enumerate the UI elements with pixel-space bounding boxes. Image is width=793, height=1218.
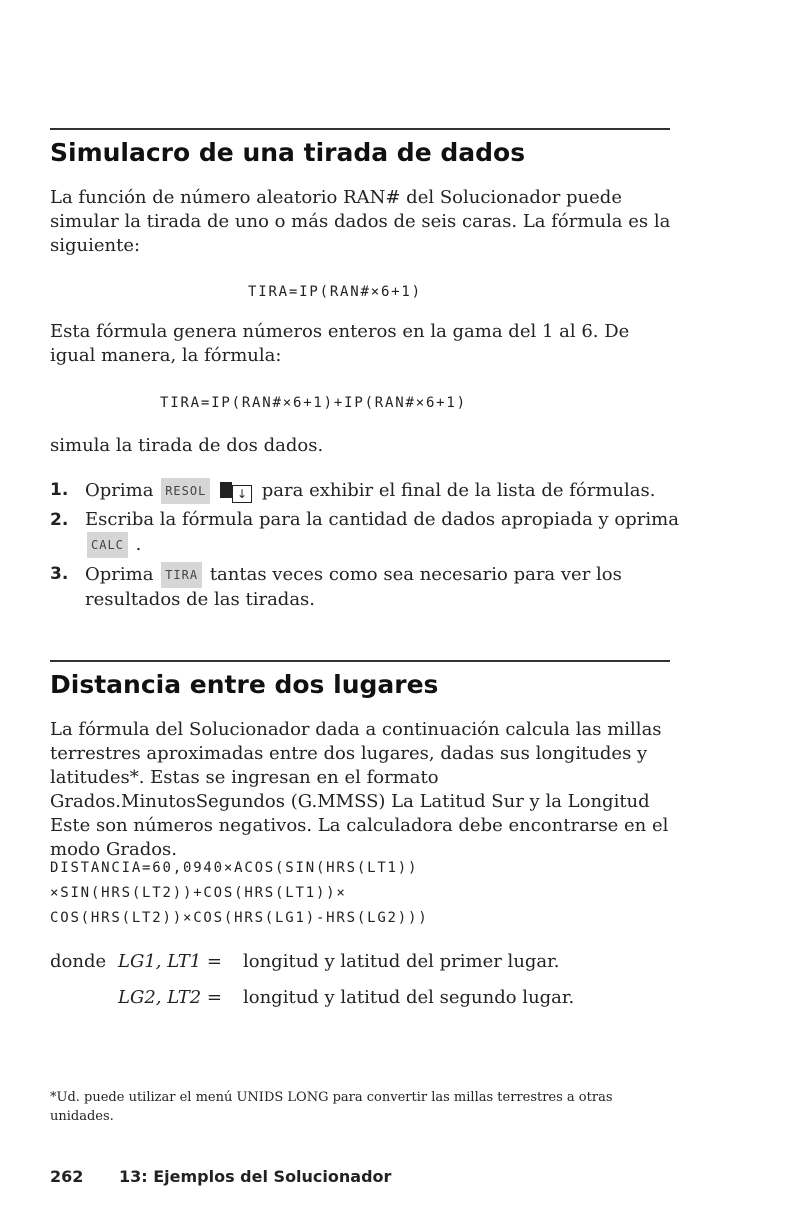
- page-number: 262: [50, 1167, 84, 1186]
- definition-equals: =: [206, 951, 222, 972]
- calc-softkey[interactable]: CALC: [87, 532, 128, 558]
- chapter-title: 13: Ejemplos del Solucionador: [118, 1167, 392, 1186]
- step-number: 3.: [50, 564, 69, 584]
- step-text: .: [135, 534, 142, 555]
- distance-formula-line: DISTANCIA=60,0940×ACOS(SIN(HRS(LT1)): [50, 860, 419, 876]
- definition-desc: longitud y latitud del primer lugar.: [243, 951, 560, 972]
- definition-equals: =: [206, 987, 222, 1008]
- dice-formula-single: TIRA=IP(RAN#×6+1): [248, 284, 422, 300]
- distance-formula-line: ×SIN(HRS(LT2))+COS(HRS(LT1))×: [50, 885, 347, 901]
- step-text: Escriba la fórmula para la cantidad de dados apropiada y oprima: [85, 509, 679, 530]
- definition-desc: longitud y latitud del segundo lugar.: [243, 987, 575, 1008]
- distance-formula-line: COS(HRS(LT2))×COS(HRS(LG1)-HRS(LG2))): [50, 910, 429, 926]
- definition-row: [118, 950, 222, 974]
- dice-intro-paragraph: La función de número aleatorio RAN# del Solucionador puede simular la tirada de uno o más dados de seis caras. La fórmula es la siguiente:: [50, 187, 671, 256]
- dice-formula-double: TIRA=IP(RAN#×6+1)+IP(RAN#×6+1): [160, 395, 467, 411]
- definition-row: [50, 950, 106, 974]
- down-arrow-key-icon[interactable]: ↓: [232, 485, 252, 503]
- step-3: [50, 562, 680, 612]
- page-footer: [50, 1167, 391, 1186]
- step-text: Oprima: [85, 480, 154, 501]
- step-number: 2.: [50, 510, 69, 530]
- shift-key-icon[interactable]: [220, 482, 232, 498]
- definition-vars: LG1, LT1: [118, 951, 202, 972]
- section-rule-top: [50, 128, 670, 130]
- step-1: [50, 478, 680, 504]
- distance-paragraph: La fórmula del Solucionador dada a continuación calcula las millas terrestres aproximadas entre dos lugares, dadas sus longitudes y latitudes*. Estas se ingresan en el formato Grados.MinutosSegundos (G.MMSS) La Latitud Sur y la Longitud Este son números negativos. La calculadora debe encontrarse en el modo Grados.: [50, 719, 669, 860]
- step-text: Oprima: [85, 564, 154, 585]
- where-word: donde: [50, 951, 107, 972]
- definition-row: [118, 986, 222, 1010]
- definition-vars: LG2, LT2: [118, 987, 202, 1008]
- dice-after-paragraph: simula la tirada de dos dados.: [50, 435, 324, 456]
- section-title-distance: Distancia entre dos lugares: [50, 670, 439, 699]
- section-title-dice: Simulacro de una tirada de dados: [50, 138, 526, 167]
- step-text: tantas veces como sea necesario para ver los resultados de las tiradas.: [85, 564, 622, 610]
- step-2: [50, 508, 680, 558]
- dice-middle-paragraph: Esta fórmula genera números enteros en la gama del 1 al 6. De igual manera, la fórmula:: [50, 321, 630, 366]
- tira-softkey[interactable]: TIRA: [161, 562, 202, 588]
- section-rule-distance: [50, 660, 670, 662]
- step-number: 1.: [50, 480, 69, 500]
- resol-softkey[interactable]: RESOL: [161, 478, 210, 504]
- step-text: para exhibir el final de la lista de fórmulas.: [261, 480, 656, 501]
- footnote: *Ud. puede utilizar el menú UNIDS LONG para convertir las millas terrestres a otras unidades.: [50, 1090, 613, 1124]
